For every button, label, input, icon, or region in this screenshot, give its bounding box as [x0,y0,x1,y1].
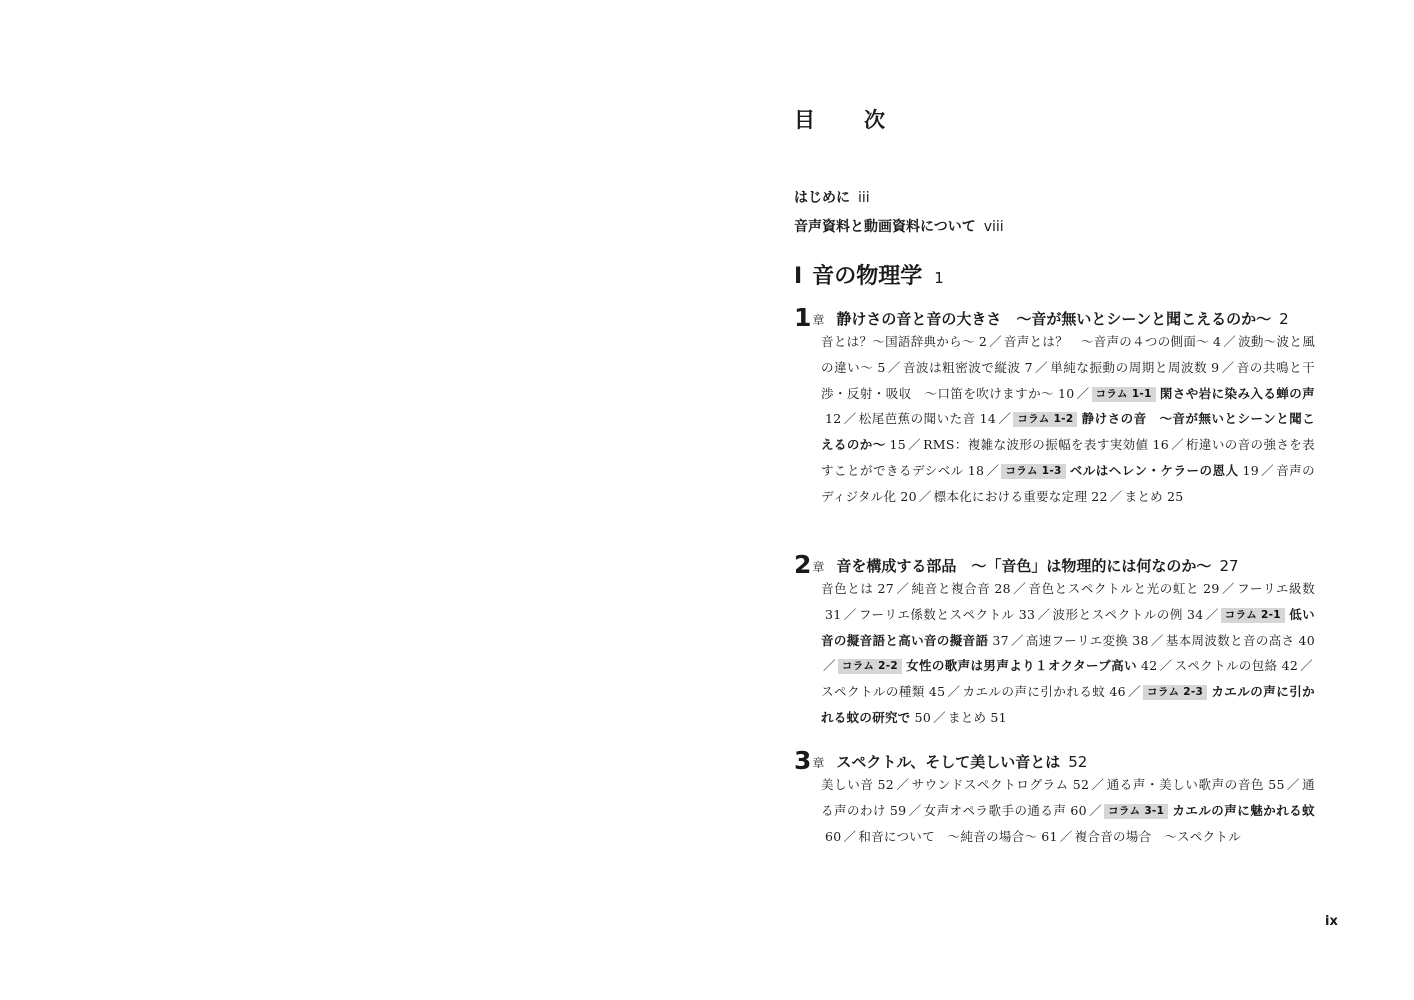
column-badge: コラム 2-1 [1221,608,1285,623]
entry-title: 美しい音 [821,777,874,792]
part-number: Ⅰ [794,264,803,289]
entry-page: 2 [978,334,988,349]
entry-page: 52 [877,777,895,792]
entry-title: 松尾芭蕉の聞いた音 [858,411,976,427]
entry-page: 4 [1213,334,1222,349]
entry-page: 50 [914,709,932,725]
section-entry [859,607,1053,622]
entry-page: 14 [979,411,997,427]
entry-page: 55 [1268,777,1285,792]
entry-separator: ／ [1205,606,1219,622]
front-matter-label: 音声資料と動画資料について [794,219,976,235]
chapter-page: 2 [1279,310,1289,328]
entry-page: 37 [992,632,1009,648]
section-entry [821,684,963,699]
entry-page: 9 [1211,359,1220,375]
section-entry [903,360,1050,375]
section-entry [821,334,1004,349]
entry-separator: ／ [1127,684,1142,700]
section-entry [1053,607,1221,622]
entry-page: 22 [1091,488,1108,504]
entry-title: 波形とスペクトルの例 [1052,606,1183,622]
column-entry [838,658,1175,673]
section-entry [963,684,1143,699]
entry-page: 38 [1132,632,1149,648]
entry-title: スペクトルの包絡 [1174,658,1278,674]
entry-separator: ／ [1091,777,1105,792]
entry-title: カエルの声に引かれる蚊 [962,684,1106,700]
entry-title: 通る声・美しい歌声の音色 [1106,777,1265,792]
entry-separator: ／ [1159,658,1173,674]
front-matter-item-preface [794,187,870,207]
entry-title: 標本化における重要な定理 [933,488,1088,504]
part-page: 1 [934,269,944,287]
chapter-title: スペクトル、そして美しい音とは [836,753,1061,771]
entry-page: 34 [1186,606,1204,622]
part-heading [794,259,944,290]
column-badge: コラム 1-1 [1092,387,1156,402]
section-entry [1050,360,1237,375]
column-badge: コラム 1-2 [1013,412,1077,427]
chapter-heading [794,550,1318,579]
entry-page: 12 [825,411,842,427]
entry-page: 46 [1109,684,1126,700]
entry-title: 音波は粗密波で縦波 [902,359,1021,375]
entry-title: 通る声のわけ [821,777,1315,818]
chapter-kanji: 章 [812,560,825,574]
section-entry [821,581,912,596]
entry-separator: ／ [989,334,1002,349]
entry-page: 5 [877,359,886,375]
entry-separator: ／ [1260,462,1275,478]
section-entry [1174,658,1315,673]
entry-title: スペクトルの種類 [821,684,925,700]
entry-page: 52 [1072,777,1090,792]
entry-title: 高速フーリエ変換 [1025,632,1129,648]
section-entry [912,581,1029,596]
entry-page: 25 [1166,488,1184,504]
entry-separator: ／ [1076,385,1090,401]
entry-separator: ／ [986,462,1000,478]
chapter-page: 52 [1068,753,1088,771]
entry-separator: ／ [887,359,901,375]
chapter-entries [821,329,1315,510]
section-entry [859,411,1014,426]
entry-separator: ／ [1037,606,1051,622]
entry-title: 音声のディジタル化 [821,462,1315,504]
entry-title: RMS：複雑な波形の振幅を表す実効値 [923,437,1149,453]
front-matter-page: iii [858,190,870,206]
entry-separator: ／ [947,684,961,700]
chapter-kanji: 章 [812,756,825,770]
entry-separator: ／ [1223,334,1237,349]
entry-title: カエルの声に引かれる蚊の研究で [821,684,1315,725]
entry-separator: ／ [1221,359,1235,375]
entry-page: 7 [1024,359,1033,375]
entry-page: 42 [1140,658,1158,674]
entry-separator: ／ [843,828,857,844]
entry-separator: ／ [918,488,932,504]
entry-title: 音色とは [821,581,874,596]
entry-title: 音声とは？ 〜音声の４つの側面〜 [1003,334,1209,349]
entry-page: 16 [1152,437,1169,453]
entry-separator: ／ [1088,802,1103,818]
entry-page: 51 [990,709,1007,725]
column-entry [1001,463,1276,478]
section-entry [1026,633,1166,648]
section-entry [1028,581,1237,596]
entry-title: 音の共鳴と干渉・反射・吸収 〜口笛を吹けますか〜 [821,359,1315,401]
chapter-kanji: 章 [812,313,825,327]
entry-title: 閑さや岩に染み入る蝉の声 [1159,385,1315,401]
entry-title: 純音と複合音 [911,581,991,596]
chapter-heading [794,303,1318,332]
entry-title: 静けさの音 〜音が無いとシーンと聞こえるのか〜 [821,411,1315,453]
entry-separator: ／ [1012,581,1027,596]
section-entry [923,437,1186,452]
chapter-number: 2 [794,550,812,579]
entry-page: 31 [825,606,842,622]
entry-separator: ／ [1010,632,1024,648]
section-entry [934,489,1125,504]
chapter-2 [794,550,1318,731]
toc-title: 目 次 [794,108,899,132]
entry-title: 波動〜波と風の違い〜 [821,334,1315,375]
entry-title: まとめ [1124,488,1163,504]
chapter-heading [794,746,1318,775]
entry-separator: ／ [1170,437,1184,453]
section-entry [821,777,911,792]
section-entry [1004,334,1238,349]
entry-title: 単純な振動の周期と周波数 [1050,359,1208,375]
entry-separator: ／ [843,606,857,622]
entry-title: 和音について 〜純音の場合〜 [858,828,1038,844]
column-badge: コラム 3-1 [1104,804,1168,819]
entry-title: フーリエ係数とスペクトル [858,606,1015,622]
chapter-3 [794,746,1318,849]
section-entry [1125,489,1184,504]
entry-page: 59 [889,802,907,818]
entry-page: 61 [1041,828,1058,844]
chapter-entries [821,576,1315,731]
entry-page: 33 [1018,606,1036,622]
entry-page: 18 [967,462,985,478]
entry-page: 19 [1242,462,1259,478]
entry-title: サウンドスペクトログラム [911,777,1069,792]
entry-title: 基本周波数と音の高さ [1165,632,1295,648]
entry-separator: ／ [933,709,946,725]
entry-separator: ／ [908,802,922,818]
entry-page: 10 [1057,385,1075,401]
column-badge: コラム 2-2 [838,659,902,674]
entry-page: 27 [877,581,895,596]
entry-separator: ／ [1059,828,1073,844]
section-entry [924,803,1104,818]
entry-separator: ／ [1286,777,1301,792]
page-number: ix [1325,914,1338,929]
entry-title: 音とは？〜国語辞典から〜 [821,334,975,349]
entry-separator: ／ [843,411,857,427]
entry-separator: ／ [896,777,910,792]
section-entry [858,829,1074,844]
column-badge: コラム 1-3 [1001,464,1065,479]
entry-title: 女性の歌声は男声より１オクターブ高い [906,658,1137,674]
entry-title: 複合音の場合 〜スペクトル [1074,828,1242,844]
entry-page: 60 [1070,802,1087,818]
entry-separator: ／ [823,658,836,674]
entry-separator: ／ [1109,488,1123,504]
chapter-number: 1 [794,303,812,332]
entry-title: 低い音の擬音語と高い音の擬音語 [821,606,1315,648]
entry-title: 桁違いの音の強さを表すことができるデシベル [821,437,1315,478]
entry-title: 音色とスペクトルと光の虹と [1028,581,1200,596]
entry-separator: ／ [908,437,922,453]
section-entry [1107,777,1302,792]
entry-title: まとめ [947,709,987,725]
entry-page: 20 [900,488,917,504]
entry-page: 42 [1281,658,1299,674]
entry-title: カエルの声に魅かれる蚊 [1172,802,1315,818]
column-badge: コラム 2-3 [1143,685,1207,700]
entry-separator: ／ [1221,581,1236,596]
chapter-entries [821,772,1315,849]
entry-page: 29 [1203,581,1220,596]
chapter-1 [794,303,1318,510]
entry-separator: ／ [1034,359,1049,375]
entry-page: 40 [1298,632,1315,648]
section-entry [911,777,1106,792]
entry-page: 60 [825,828,842,844]
front-matter-item-materials [794,216,1004,236]
entry-page: 28 [994,581,1011,596]
chapter-title: 静けさの音と音の大きさ 〜音が無いとシーンと聞こえるのか〜 [836,310,1272,328]
entry-title: フーリエ級数 [1237,581,1315,596]
entry-title: 女声オペラ歌手の通る声 [923,802,1067,818]
chapter-page: 27 [1219,557,1239,575]
section-entry [948,710,1007,725]
section-entry [1075,829,1241,844]
entry-separator: ／ [998,411,1012,427]
entry-separator: ／ [1300,658,1313,674]
chapter-number: 3 [794,746,812,775]
front-matter-page: viii [983,219,1004,235]
chapter-title: 音を構成する部品 〜「音色」は物理的には何なのか〜 [836,557,1212,575]
entry-title: ベルはヘレン・ケラーの恩人 [1069,462,1239,478]
entry-separator: ／ [1150,632,1164,648]
entry-page: 15 [889,437,907,453]
entry-page: 45 [928,684,946,700]
part-title: 音の物理学 [812,264,923,289]
front-matter-label: はじめに [794,190,850,206]
entry-separator: ／ [896,581,910,596]
